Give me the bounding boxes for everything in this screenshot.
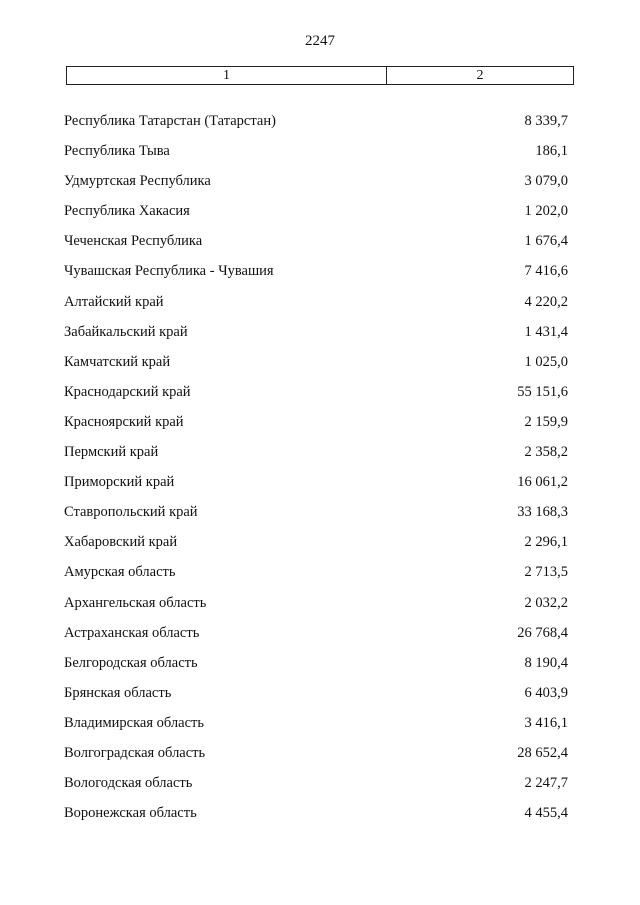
region-name: Ставропольский край	[64, 504, 198, 521]
region-value: 2 159,9	[524, 413, 568, 430]
table-row	[0, 444, 640, 474]
table-row	[0, 414, 640, 444]
region-name: Чувашская Республика - Чувашия	[64, 263, 274, 280]
region-name: Хабаровский край	[64, 534, 178, 551]
table-row	[0, 113, 640, 143]
region-value: 33 168,3	[517, 504, 568, 521]
page-number: 2247	[305, 33, 335, 49]
region-value: 8 190,4	[524, 654, 568, 671]
region-name: Республика Хакасия	[64, 203, 190, 220]
table-row	[0, 324, 640, 354]
region-name: Волгоградская область	[64, 744, 206, 761]
table-row	[0, 745, 640, 775]
region-value: 2 713,5	[524, 564, 568, 581]
region-value: 28 652,4	[517, 744, 568, 761]
table-row	[0, 805, 640, 835]
region-value: 2 032,2	[524, 594, 568, 611]
region-name: Республика Тыва	[64, 143, 170, 160]
region-name: Владимирская область	[64, 714, 204, 731]
table-row	[0, 143, 640, 173]
region-value: 2 358,2	[524, 444, 568, 461]
table-row	[0, 564, 640, 594]
table-row	[0, 685, 640, 715]
region-value: 1 676,4	[524, 233, 568, 250]
header-column-1: 1	[67, 67, 387, 84]
region-name: Республика Татарстан (Татарстан)	[64, 113, 276, 129]
table-row	[0, 173, 640, 203]
table-row	[0, 715, 640, 745]
table-row	[0, 354, 640, 384]
region-value: 16 061,2	[517, 474, 568, 491]
region-value: 2 247,7	[524, 775, 568, 792]
table-row	[0, 775, 640, 805]
region-value: 55 151,6	[517, 383, 568, 400]
region-name: Белгородская область	[64, 654, 198, 671]
region-value: 7 416,6	[524, 263, 568, 280]
region-value: 4 455,4	[524, 805, 568, 822]
table-row	[0, 504, 640, 534]
table-row	[0, 203, 640, 233]
table-row	[0, 474, 640, 504]
region-name: Краснодарский край	[64, 383, 191, 400]
region-name: Забайкальский край	[64, 323, 188, 340]
table-row	[0, 294, 640, 324]
region-value: 1 431,4	[524, 323, 568, 340]
region-value: 186,1	[535, 143, 568, 160]
region-value: 2 296,1	[524, 534, 568, 551]
header-column-2: 2	[476, 68, 484, 83]
region-value: 1 202,0	[524, 203, 568, 220]
region-name: Амурская область	[64, 564, 176, 581]
region-name: Брянская область	[64, 684, 172, 701]
table-header	[66, 66, 574, 85]
table-body	[0, 113, 640, 835]
region-name: Пермский край	[64, 444, 159, 461]
region-value: 26 768,4	[517, 624, 568, 641]
region-name: Алтайский край	[64, 293, 164, 310]
table-row	[0, 534, 640, 564]
region-name: Вологодская область	[64, 775, 193, 792]
region-name: Астраханская область	[64, 624, 200, 641]
table-row	[0, 625, 640, 655]
table-row	[0, 233, 640, 263]
table-row	[0, 655, 640, 685]
region-name: Архангельская область	[64, 594, 207, 611]
region-value: 8 339,7	[524, 113, 568, 129]
region-value: 4 220,2	[524, 293, 568, 310]
region-name: Чеченская Республика	[64, 233, 203, 250]
region-value: 3 416,1	[524, 714, 568, 731]
region-value: 1 025,0	[524, 353, 568, 370]
table-row	[0, 263, 640, 293]
region-name: Воронежская область	[64, 805, 197, 822]
table-row	[0, 595, 640, 625]
region-value: 3 079,0	[524, 173, 568, 190]
region-name: Приморский край	[64, 474, 175, 491]
region-name: Удмуртская Республика	[64, 173, 211, 190]
region-name: Камчатский край	[64, 353, 171, 370]
region-value: 6 403,9	[524, 684, 568, 701]
region-name: Красноярский край	[64, 413, 184, 430]
table-row	[0, 384, 640, 414]
